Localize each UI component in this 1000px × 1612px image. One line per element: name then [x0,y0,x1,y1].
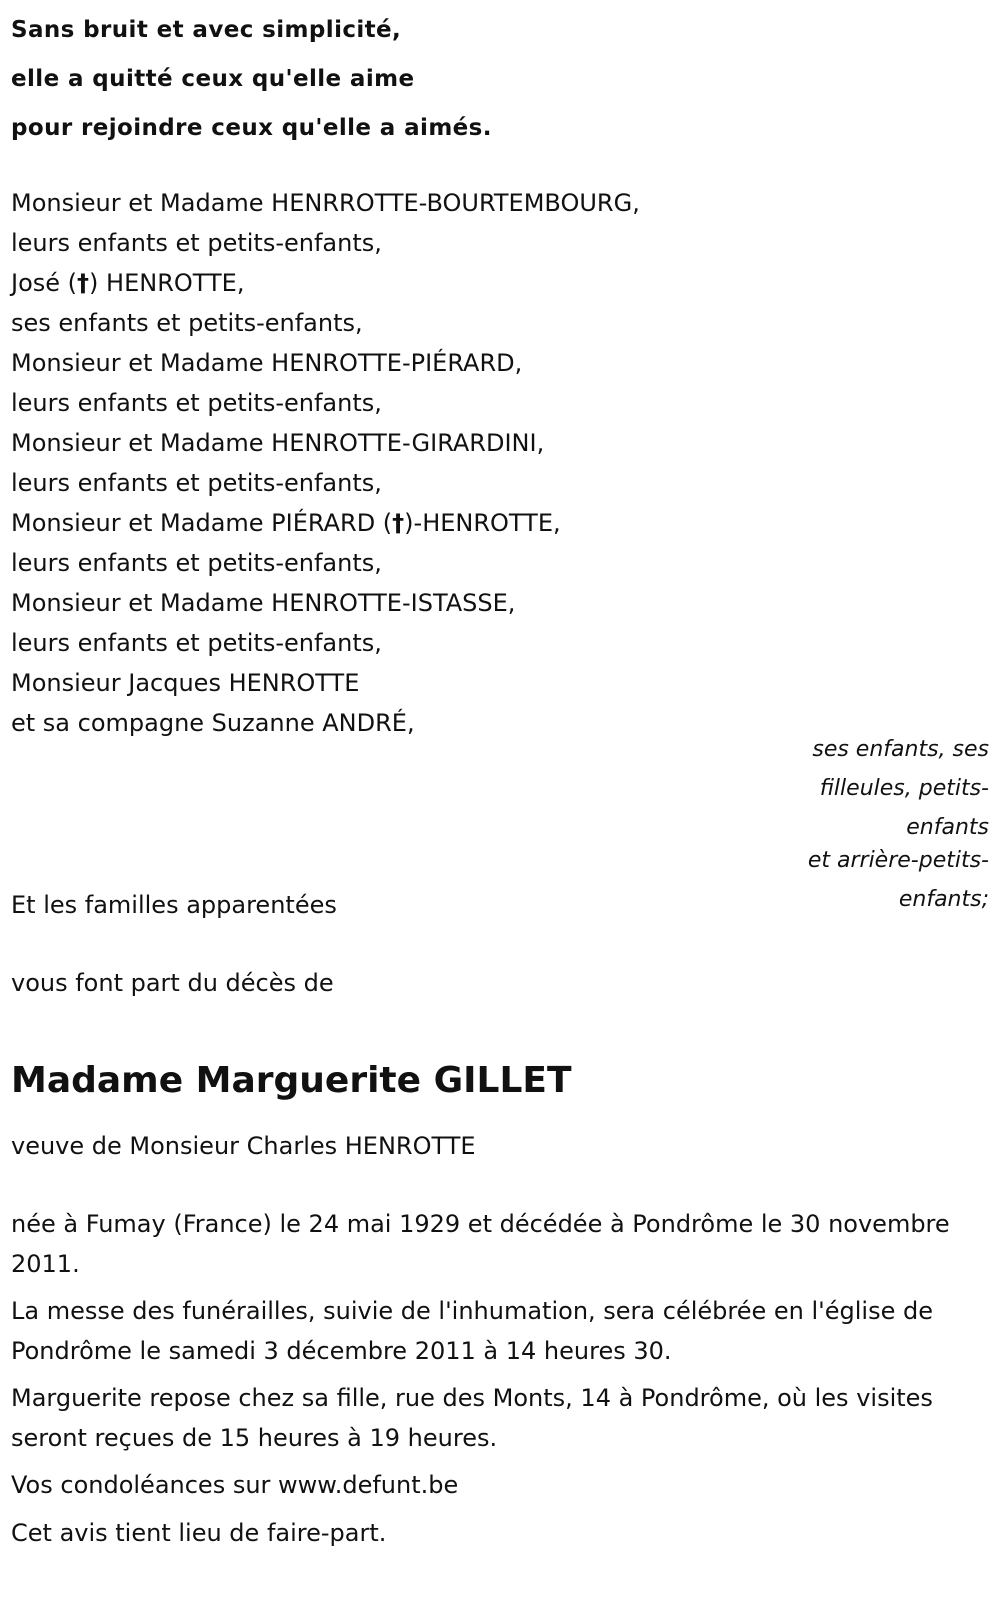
epigraph-line: elle a quitté ceux qu'elle aime [11,66,415,92]
family-line: Monsieur et Madame HENROTTE-PIÉRARD, [11,349,523,377]
widow-line: veuve de Monsieur Charles HENROTTE [11,1132,476,1160]
family-line: leurs enfants et petits-enfants, [11,629,382,657]
family-line: leurs enfants et petits-enfants, [11,229,382,257]
cross-icon: † [392,509,405,537]
epigraph-line: Sans bruit et avec simplicité, [11,17,402,43]
deceased-name: Madame Marguerite GILLET [11,1060,572,1101]
side-note-great-grandchildren: et arrière-petits-enfants; [807,848,989,912]
family-line: leurs enfants et petits-enfants, [11,549,382,577]
epigraph [11,6,492,153]
family-line [11,263,640,303]
family-line: et sa compagne Suzanne ANDRÉ, [11,709,415,737]
mass-paragraph: La messe des funérailles, suivie de l'inhumation, sera célébrée en l'église de Pondrôme le samedi 3 décembre 2011 à 14 heures 30. [11,1297,933,1365]
family-line-text: ) HENROTTE, [89,269,245,297]
family-line: Monsieur et Madame HENROTTE-GIRARDINI, [11,429,545,457]
family-line: leurs enfants et petits-enfants, [11,389,382,417]
obituary-notice [11,0,991,1612]
family-line-text: )-HENROTTE, [404,509,561,537]
condolences-line: Vos condoléances sur www.defunt.be [11,1471,459,1499]
families-line: Et les familles apparentées [11,891,337,919]
family-line: Monsieur et Madame HENRROTTE-BOURTEMBOURG, [11,189,640,217]
rest-paragraph: Marguerite repose chez sa fille, rue des Monts, 14 à Pondrôme, où les visites seront reçues de 15 heures à 19 heures. [11,1384,933,1452]
cross-icon: † [77,269,90,297]
family-line-text: Monsieur et Madame PIÉRARD ( [11,509,393,537]
family-line [11,503,640,543]
family-line: Monsieur Jacques HENROTTE [11,669,360,697]
family-line-text: José ( [11,269,78,297]
notice-line: Cet avis tient lieu de faire-part. [11,1519,387,1547]
family-line: ses enfants et petits-enfants, [11,309,363,337]
announce-line: vous font part du décès de [11,969,334,997]
family-line: leurs enfants et petits-enfants, [11,469,382,497]
epigraph-line: pour rejoindre ceux qu'elle a aimés. [11,115,492,141]
birth-paragraph: née à Fumay (France) le 24 mai 1929 et décédée à Pondrôme le 30 novembre 2011. [11,1210,950,1278]
family-line: Monsieur et Madame HENROTTE-ISTASSE, [11,589,516,617]
side-note-children: ses enfants, ses filleules, petits-enfants [812,737,989,840]
family-list [11,183,640,743]
